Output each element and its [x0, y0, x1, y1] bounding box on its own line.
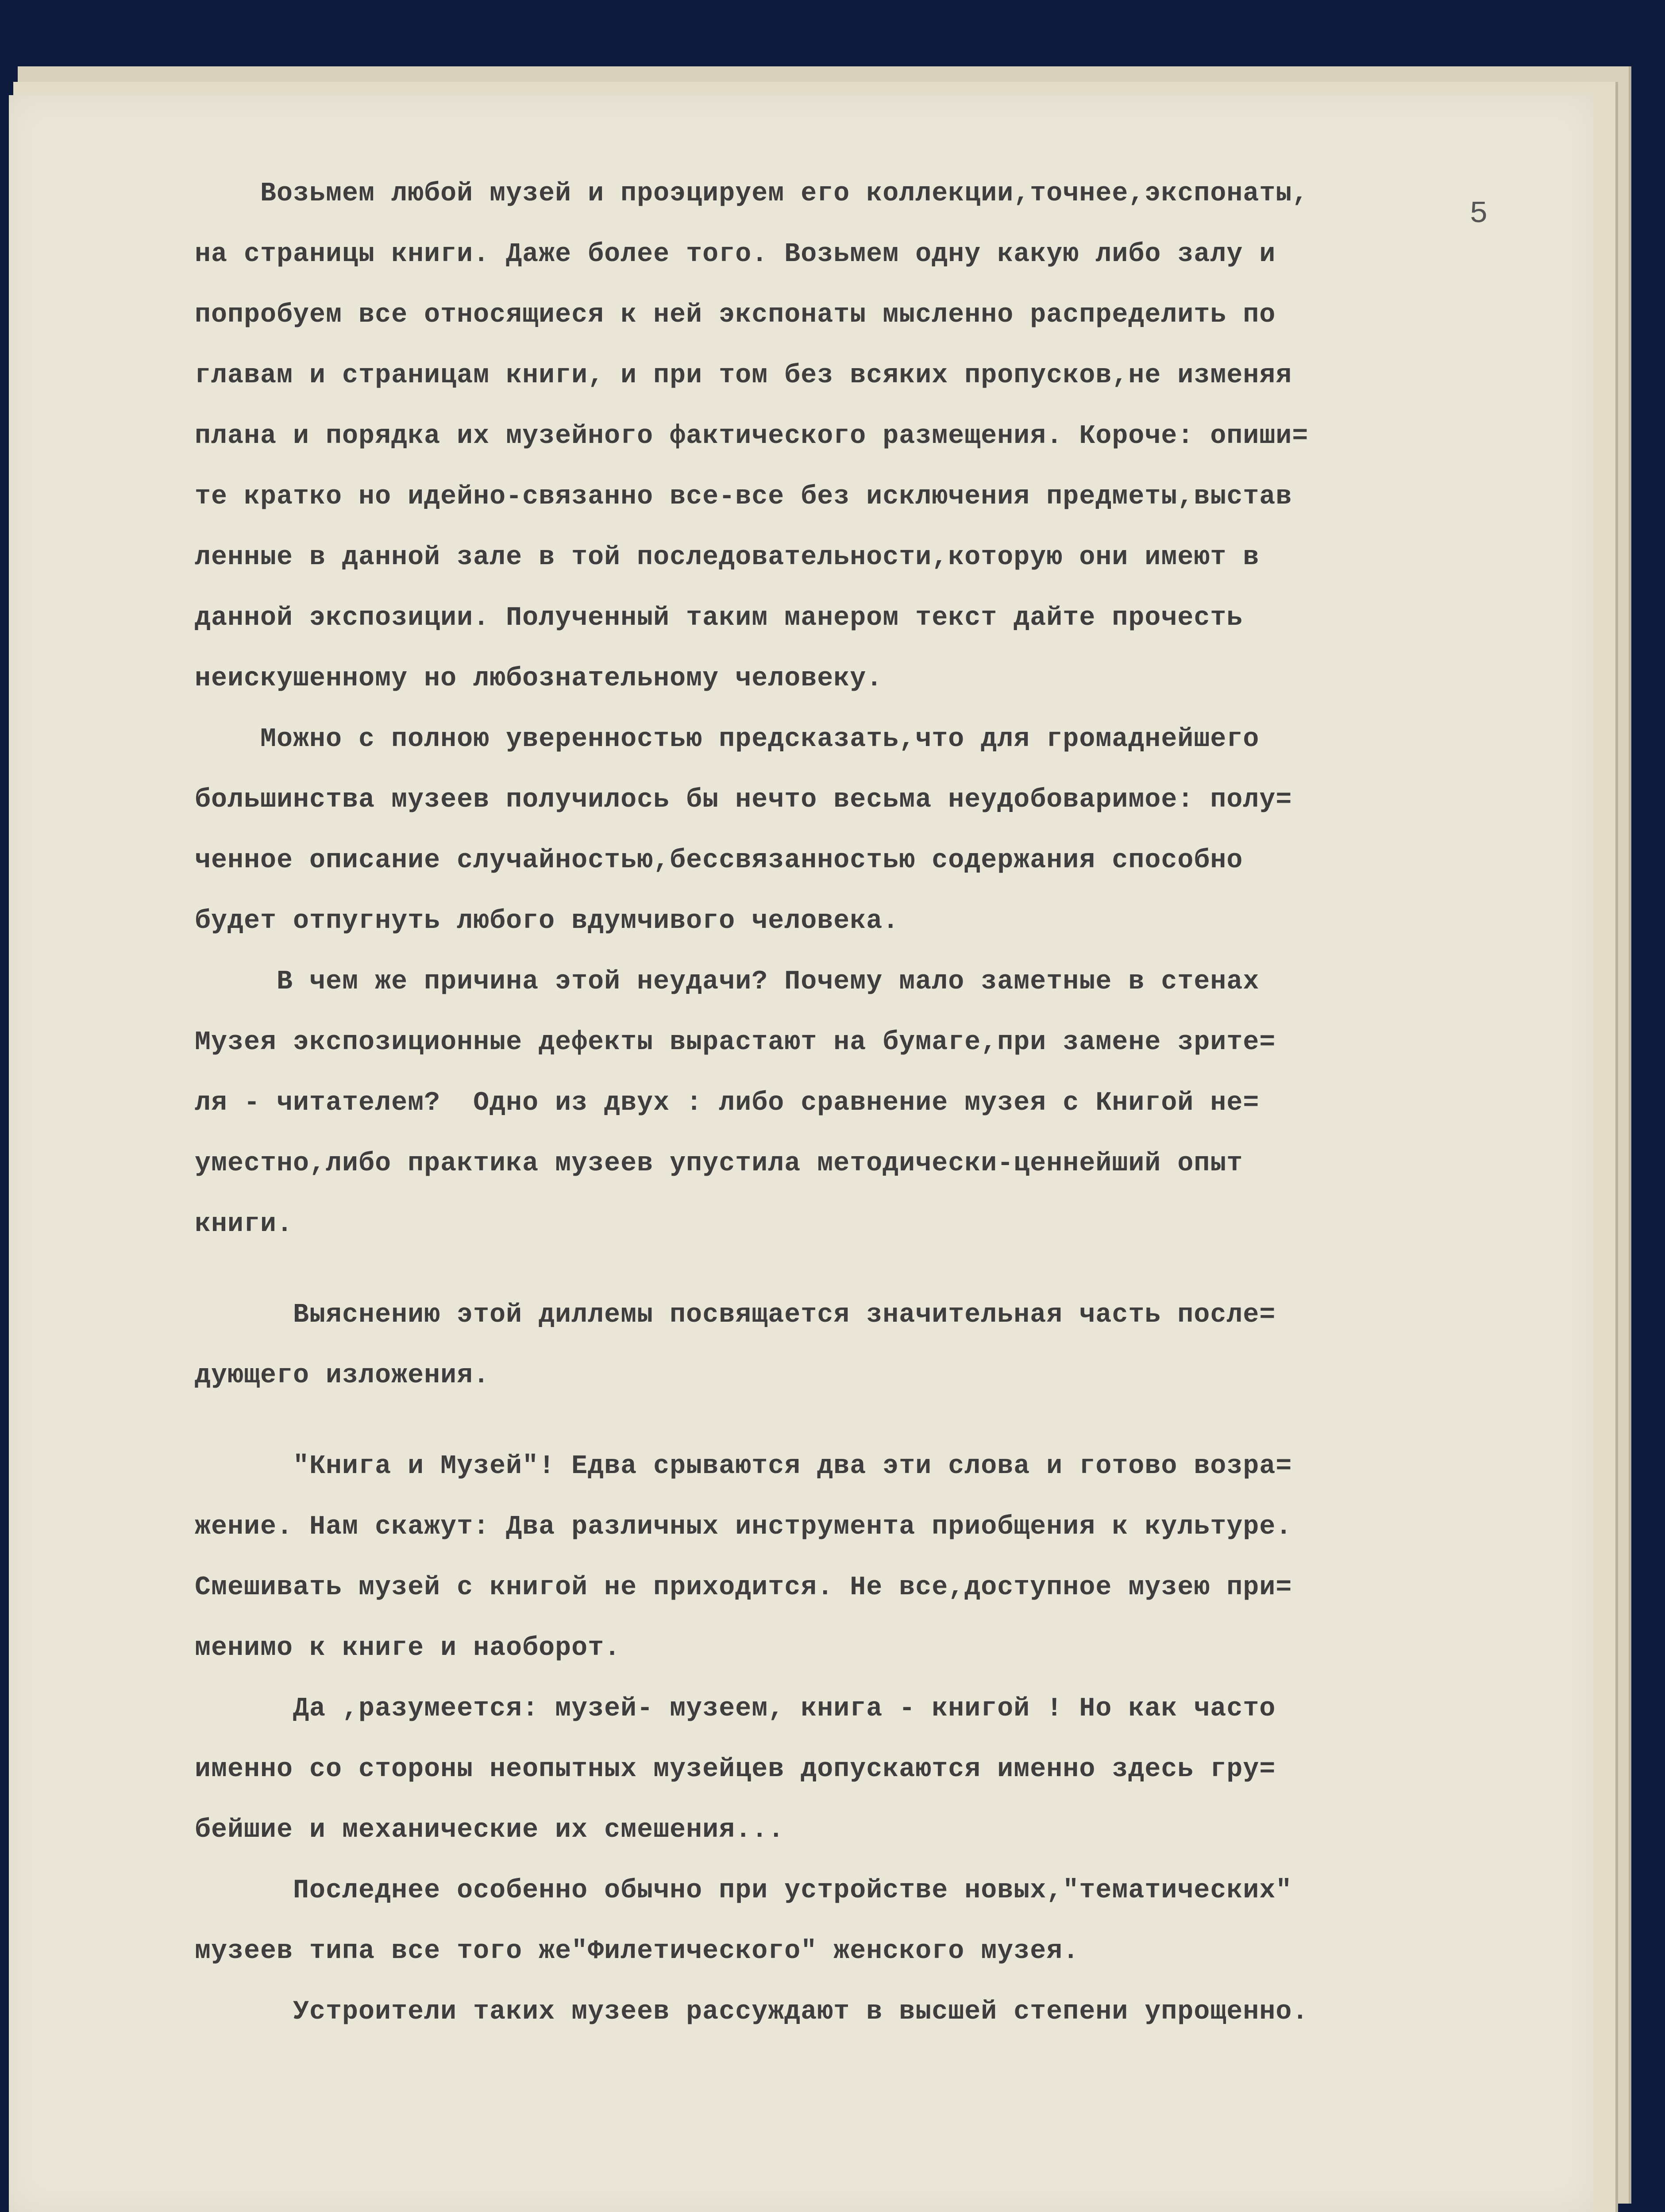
text-line: неискушенному но любознательному человеку. [195, 664, 883, 694]
text-line: Последнее особенно обычно при устройстве новых,"тематических" [195, 1876, 1292, 1906]
text-line: Да ,разумеется: музей- музеем, книга - книгой ! Но как часто [195, 1694, 1276, 1724]
text-line: уместно,либо практика музеев упустила методически-ценнейший опыт [195, 1149, 1243, 1179]
paragraph [195, 1982, 1531, 2043]
text-line: те кратко но идейно-связанно все-все без исключения предметы,выстав [195, 482, 1292, 512]
text-line: большинства музеев получилось бы нечто весьма неудобоваримое: полу= [195, 785, 1292, 815]
paragraph [195, 1285, 1531, 1406]
page-body [195, 164, 1531, 2043]
paragraph [195, 1861, 1531, 1982]
text-line: бейшие и механические их смешения... [195, 1815, 785, 1845]
text-line: на страницы книги. Даже более того. Возьмем одну какую либо залу и [195, 239, 1276, 269]
text-line: данной экспозиции. Полученный таким манером текст дайте прочесть [195, 603, 1243, 633]
text-line: ля - читателем? Одно из двух : либо сравнение музея с Книгой не= [195, 1088, 1260, 1118]
paragraph [195, 1679, 1531, 1861]
paragraph [195, 952, 1531, 1255]
text-line: книги. [195, 1209, 293, 1239]
text-line: В чем же причина этой неудачи? Почему мало заметные в стенах [195, 967, 1260, 997]
text-line: главам и страницам книги, и при том без всяких пропусков,не изменяя [195, 361, 1292, 391]
page-number: 5 [1469, 197, 1489, 232]
text-line: Смешивать музей с книгой не приходится. Не все,доступное музею при= [195, 1573, 1292, 1603]
paragraph [195, 709, 1531, 952]
text-line: Возьмем любой музей и проэцируем его коллекции,точнее,экспонаты, [195, 179, 1309, 209]
paragraph-gap [195, 1255, 1531, 1285]
text-line: Выяснению этой диллемы посвящается значительная часть после= [195, 1300, 1276, 1330]
text-line: ленные в данной зале в той последовательности,которую они имеют в [195, 542, 1260, 573]
text-line: плана и порядка их музейного фактического размещения. Короче: опиши= [195, 421, 1309, 451]
paragraph [195, 1436, 1531, 1679]
text-line: музеев типа все того же"Филетического" женского музея. [195, 1936, 1079, 1966]
paragraph-gap [195, 1406, 1531, 1436]
text-line: именно со стороны неопытных музейцев допускаются именно здесь гру= [195, 1754, 1276, 1785]
text-line: Устроители таких музеев рассуждают в высшей степени упрощенно. [195, 1997, 1309, 2027]
text-line: жение. Нам скажут: Два различных инструмента приобщения к культуре. [195, 1512, 1292, 1542]
paragraph [195, 164, 1531, 709]
text-line: попробуем все относящиеся к ней экспонаты мысленно распределить по [195, 300, 1276, 330]
text-line: будет отпугнуть любого вдумчивого человека. [195, 906, 899, 936]
text-line: менимо к книге и наоборот. [195, 1633, 621, 1663]
text-line: Можно с полною уверенностью предсказать,что для громаднейшего [195, 724, 1260, 754]
text-line: дующего изложения. [195, 1361, 490, 1391]
text-line: "Книга и Музей"! Едва срываются два эти слова и готово возра= [195, 1451, 1292, 1481]
text-line: Музея экспозиционные дефекты вырастают на бумаге,при замене зрите= [195, 1027, 1276, 1058]
text-line: ченное описание случайностью,бессвязанностью содержания способно [195, 846, 1243, 876]
